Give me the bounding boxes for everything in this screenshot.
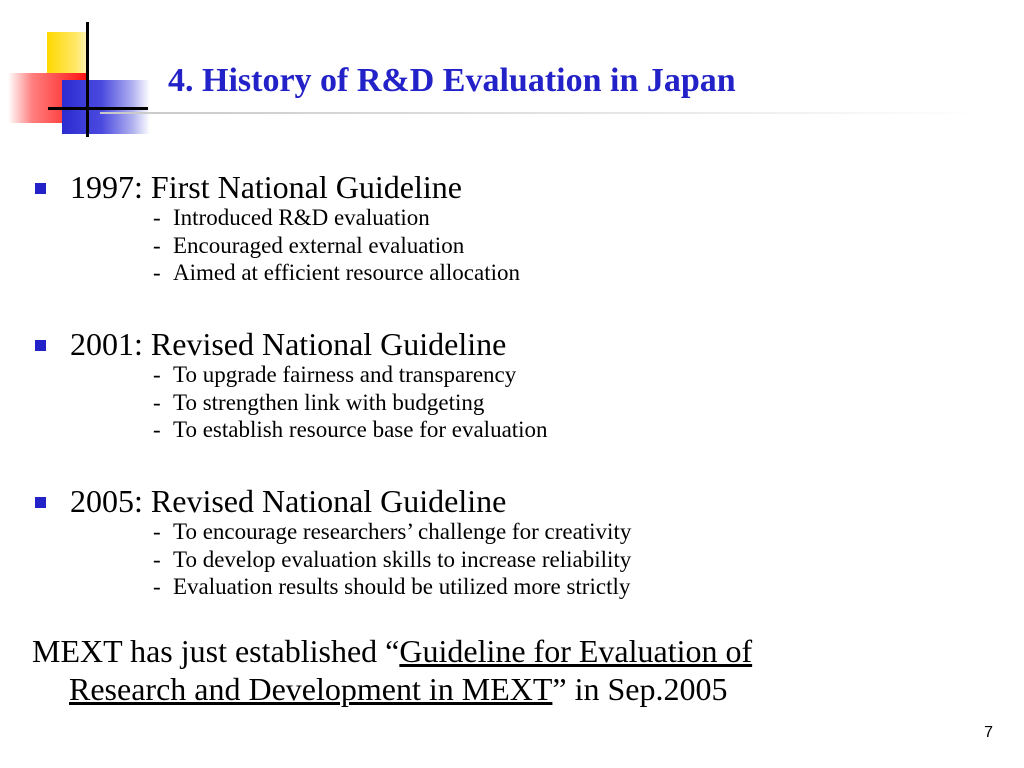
list-item: - To upgrade fairness and transparency [153,362,517,387]
list-item: - To encourage researchers’ challenge for creativity [153,519,632,544]
list-item: - Aimed at efficient resource allocation [153,260,520,285]
page-number: 7 [984,724,993,741]
section-heading [35,170,995,204]
sub-list [35,361,995,444]
footer-note [32,632,992,708]
guideline-link[interactable]: Guideline for Evaluation of [399,633,753,669]
footer-prefix: MEXT has just established “ [32,633,400,669]
slide-title: 4. History of R&D Evaluation in Japan [168,62,736,99]
list-item: - Introduced R&D evaluation [153,205,430,230]
slide-logo-icon [0,0,150,145]
section-heading [35,327,995,361]
logo-horizontal-line [48,107,148,110]
section-heading-text: 2001: Revised National Guideline [70,326,507,362]
square-bullet-icon [35,497,46,508]
section-heading [35,484,995,518]
title-underline [100,112,980,114]
square-bullet-icon [35,183,46,194]
section-1997 [35,170,995,287]
list-item: - To develop evaluation skills to increase reliability [153,546,632,572]
logo-vertical-line [86,22,89,137]
section-heading-text: 1997: First National Guideline [70,169,462,205]
list-item: - Encouraged external evaluation [153,232,465,258]
sub-list [35,204,995,287]
list-item: - To strengthen link with budgeting [153,389,485,415]
section-2005 [35,484,995,601]
footer-line-2 [32,670,992,708]
guideline-link-cont[interactable]: Research and Development in MEXT [69,671,553,707]
square-bullet-icon [35,340,46,351]
section-heading-text: 2005: Revised National Guideline [70,483,507,519]
footer-suffix: ” in Sep.2005 [552,671,728,707]
list-item: - To establish resource base for evaluation [153,417,548,442]
section-2001 [35,327,995,444]
list-item: - Evaluation results should be utilized more strictly [153,574,631,599]
sub-list [35,518,995,601]
